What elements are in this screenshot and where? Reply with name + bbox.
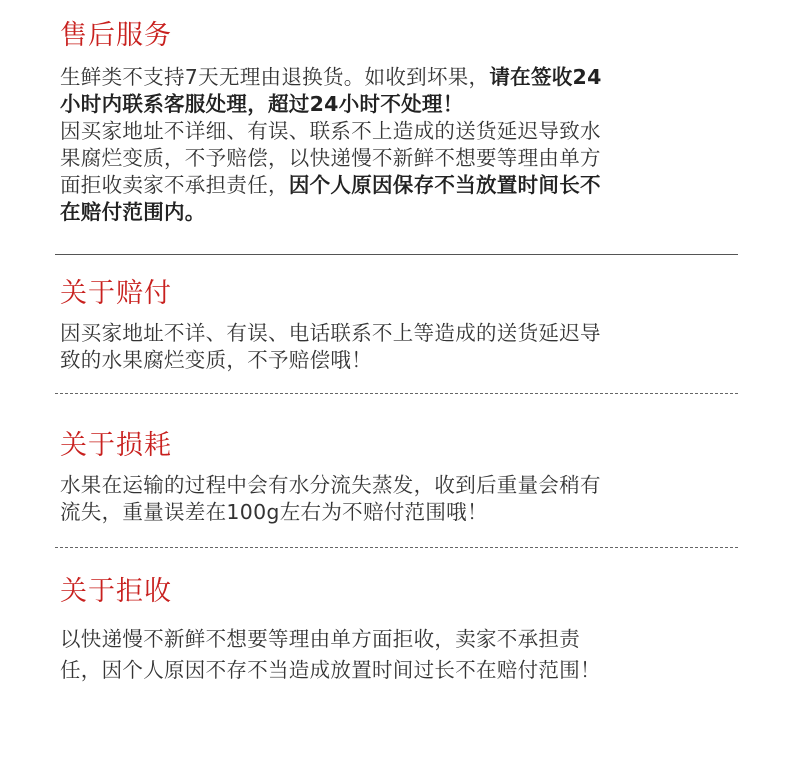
text-run: 因买家地址不详细、有误、联系不上造成的送货延迟导致水: [60, 119, 601, 143]
section-title: 关于损耗: [60, 430, 172, 461]
emphasis-run: 请在签收24: [489, 65, 602, 89]
text-run: 面拒收卖家不承担责任，: [60, 173, 289, 197]
body-line: [60, 657, 740, 684]
section-body: [60, 626, 740, 684]
text-run: 流失，重量误差在100g左右为不赔付范围哦！: [60, 500, 488, 524]
section-title: 关于拒收: [60, 576, 172, 607]
text-run: 因买家地址不详、有误、电话联系不上等造成的送货延迟导: [60, 321, 601, 345]
emphasis-run: 小时内联系客服处理，超过24小时不处理！: [60, 92, 464, 116]
body-line: [60, 145, 740, 172]
text-run: 任，因个人原因不存不当造成放置时间过长不在赔付范围！: [60, 658, 601, 682]
emphasis-run: 在赔付范围内。: [60, 200, 206, 224]
section-compensation: [60, 276, 740, 374]
divider-dashed: [55, 547, 738, 548]
section-after-sales: [60, 18, 740, 226]
section-body: [60, 472, 740, 526]
text-run: 致的水果腐烂变质，不予赔偿哦！: [60, 348, 372, 372]
body-line: [60, 64, 740, 91]
section-title: 关于赔付: [60, 278, 172, 309]
divider-dashed: [55, 393, 738, 394]
emphasis-run: 因个人原因保存不当放置时间长不: [288, 173, 601, 197]
section-title: 售后服务: [60, 20, 172, 51]
body-line: [60, 499, 740, 526]
divider-solid: [55, 254, 738, 255]
body-line: [60, 347, 740, 374]
section-loss: [60, 428, 740, 526]
section-body: [60, 320, 740, 374]
body-line: [60, 118, 740, 145]
text-run: 以快递慢不新鲜不想要等理由单方面拒收，卖家不承担责: [60, 627, 580, 651]
body-line: [60, 320, 740, 347]
body-line: [60, 199, 740, 226]
body-line: [60, 472, 740, 499]
text-run: 果腐烂变质，不予赔偿，以快递慢不新鲜不想要等理由单方: [60, 146, 601, 170]
text-run: 水果在运输的过程中会有水分流失蒸发，收到后重量会稍有: [60, 473, 601, 497]
body-line: [60, 91, 740, 118]
body-line: [60, 172, 740, 199]
text-run: 生鲜类不支持7天无理由退换货。如收到坏果，: [60, 65, 490, 89]
section-body: [60, 64, 740, 226]
body-line: [60, 626, 740, 653]
section-rejection: [60, 574, 740, 684]
